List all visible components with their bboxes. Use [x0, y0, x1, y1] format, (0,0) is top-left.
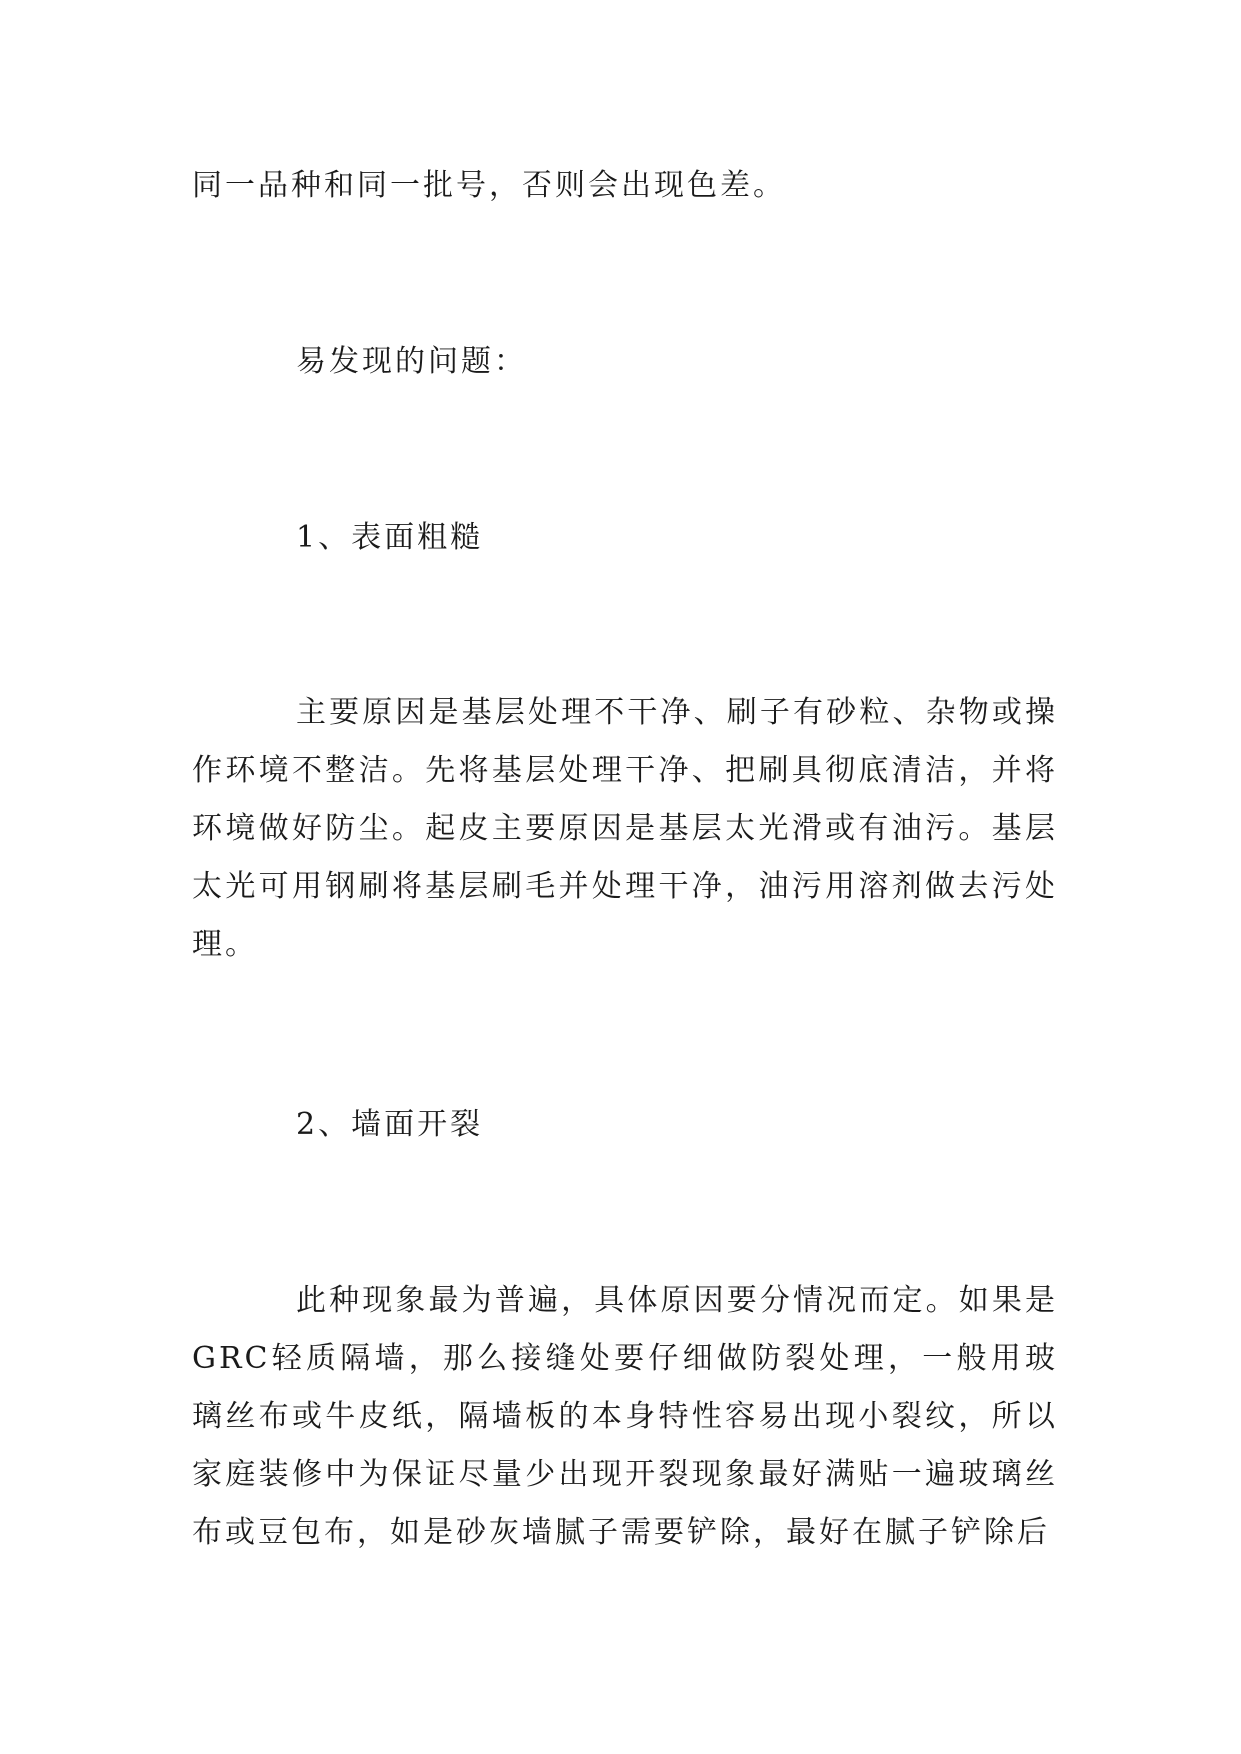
rough-surface-paragraph: 主要原因是基层处理不干净、刷子有砂粒、杂物或操作环境不整洁。先将基层处理干净、把刷具彻底清洁，并将环境做好防尘。起皮主要原因是基层太光滑或有油污。基层太光可用钢刷将基层刷毛并处理干净，油污用溶剂做去污处理。 [192, 695, 1058, 962]
continuation-paragraph: 同一品种和同一批号，否则会出现色差。 [192, 168, 786, 203]
problems-intro: 易发现的问题： [296, 344, 527, 379]
heading-rough-surface: 1、表面粗糙 [296, 520, 484, 555]
heading-wall-cracking: 2、墙面开裂 [296, 1107, 484, 1142]
wall-cracking-paragraph: 此种现象最为普遍，具体原因要分情况而定。如果是GRC轻质隔墙，那么接缝处要仔细做防裂处理，一般用玻璃丝布或牛皮纸，隔墙板的本身特性容易出现小裂纹，所以家庭装修中为保证尽量少出现开裂现象最好满贴一遍玻璃丝布或豆包布，如是砂灰墙腻子需要铲除，最好在腻子铲除后 [192, 1283, 1058, 1550]
